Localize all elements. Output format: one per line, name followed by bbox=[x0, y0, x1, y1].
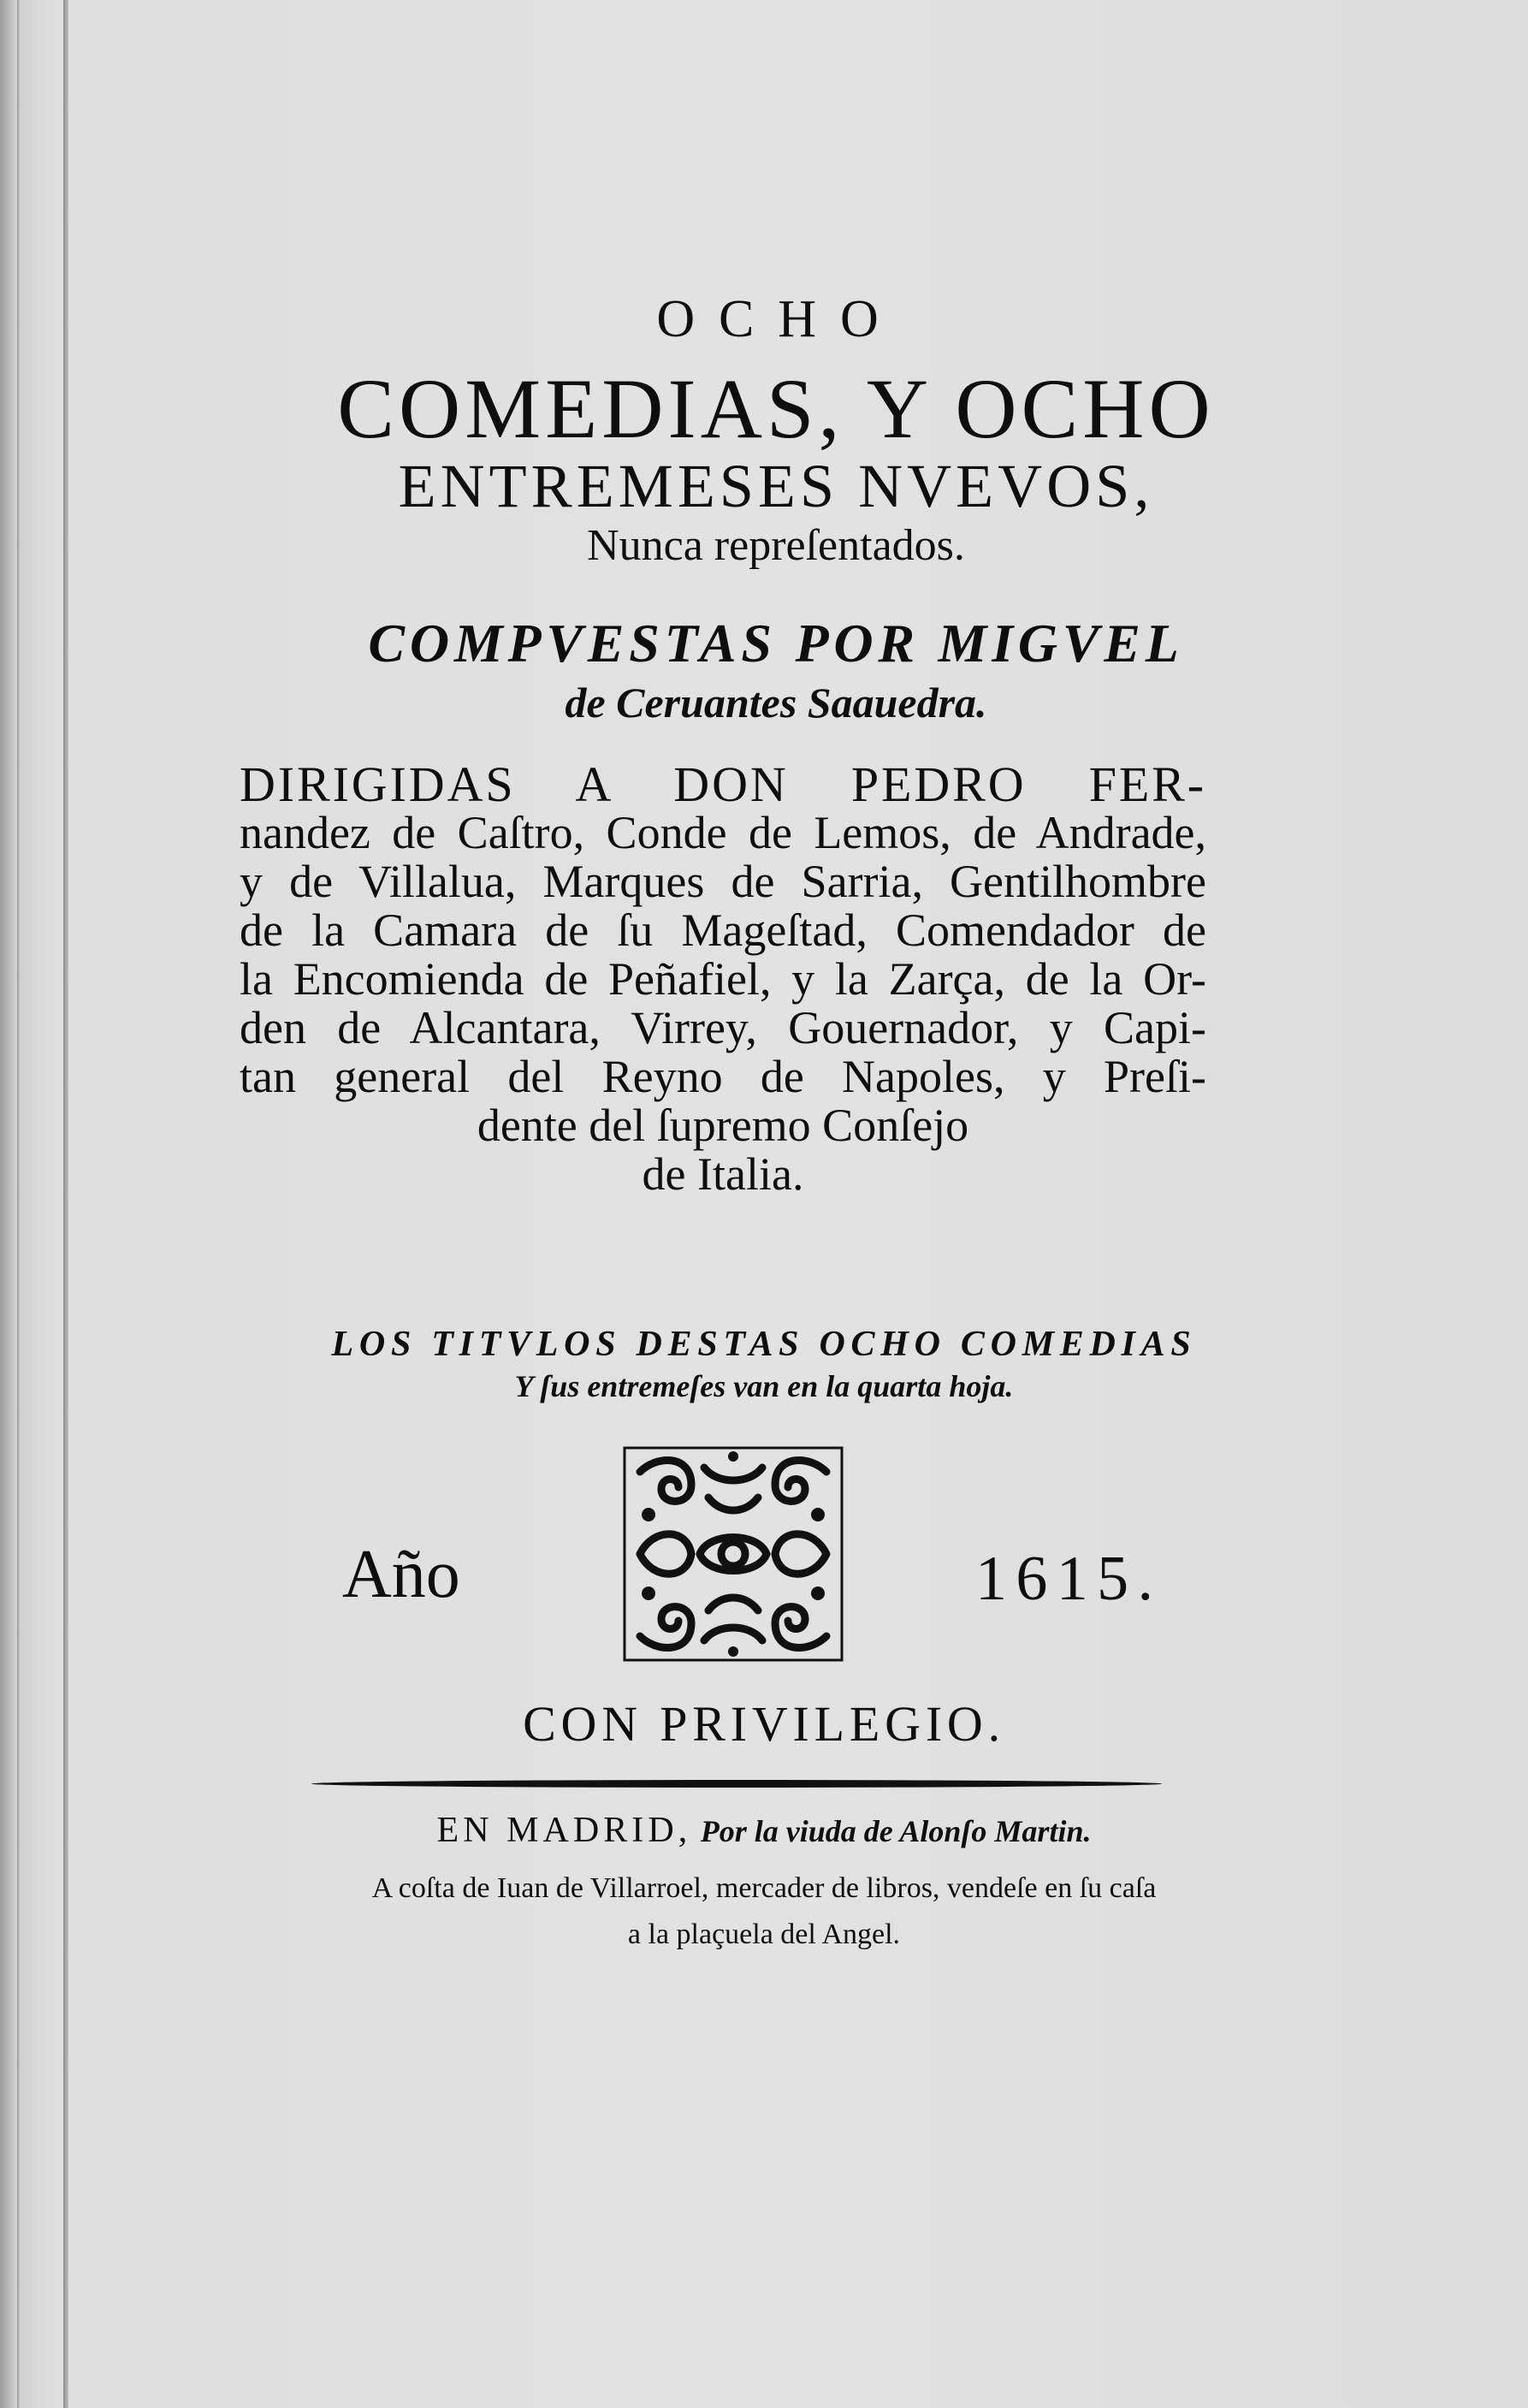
year-label: Año bbox=[342, 1537, 460, 1612]
note-line-titulos: LOS TITVLOS DESTAS OCHO COMEDIAS bbox=[331, 1325, 1197, 1364]
dedication-line: tan general del Reyno de Napoles, y Preſi- bbox=[240, 1051, 1206, 1102]
title-line-nunca: Nunca repreſentados. bbox=[587, 521, 965, 570]
title-line-comedias: COMEDIAS, Y OCHO bbox=[337, 361, 1215, 456]
dedication-line: DIRIGIDAS A DON PEDRO FER- bbox=[240, 756, 1206, 812]
fleuron-ornament-icon bbox=[623, 1446, 844, 1662]
dedication-block bbox=[240, 756, 1206, 1200]
title-line-ocho: OCHO bbox=[656, 290, 903, 348]
title-line-entremeses: ENTREMESES NVEVOS, bbox=[398, 452, 1154, 520]
horizontal-rule bbox=[311, 1780, 1162, 1788]
dedication-line: nandez de Caſtro, Conde de Lemos, de Andrade, bbox=[240, 807, 1206, 858]
imprint-line-costa: A coſta de Iuan de Villarroel, mercader de libros, vendeſe en ſu caſa bbox=[371, 1872, 1157, 1904]
imprint-printer: Por la viuda de Alonſo Martin. bbox=[700, 1814, 1092, 1848]
dedication-line: de la Camara de ſu Mageſtad, Comendador de bbox=[240, 904, 1206, 956]
page-edge-shadow bbox=[17, 0, 20, 2408]
dedication-line: den de Alcantara, Virrey, Gouernador, y Capi- bbox=[240, 1002, 1206, 1053]
page-edge-line bbox=[63, 0, 68, 2408]
author-line-compuestas: COMPVESTAS POR MIGVEL bbox=[368, 613, 1184, 673]
year-value: 1615. bbox=[975, 1544, 1163, 1614]
imprint-line-plazuela: a la plaçuela del Angel. bbox=[627, 1919, 901, 1950]
dedication-line: de Italia. bbox=[642, 1148, 804, 1200]
author-line-cervantes: de Ceruantes Saauedra. bbox=[565, 679, 987, 727]
dedication-line: la Encomienda de Peñafiel, y la Zarça, de la Or- bbox=[240, 953, 1206, 1005]
privilege-line: CON PRIVILEGIO. bbox=[523, 1696, 1005, 1752]
note-line-entremeses: Y ſus entremeſes van en la quarta hoja. bbox=[514, 1369, 1014, 1403]
imprint-place: EN MADRID, bbox=[436, 1811, 692, 1850]
imprint-line-madrid bbox=[0, 1812, 1528, 1848]
dedication-line: y de Villalua, Marques de Sarria, Gentilhombre bbox=[240, 856, 1206, 907]
dedication-line: dente del ſupremo Conſejo bbox=[477, 1100, 969, 1151]
